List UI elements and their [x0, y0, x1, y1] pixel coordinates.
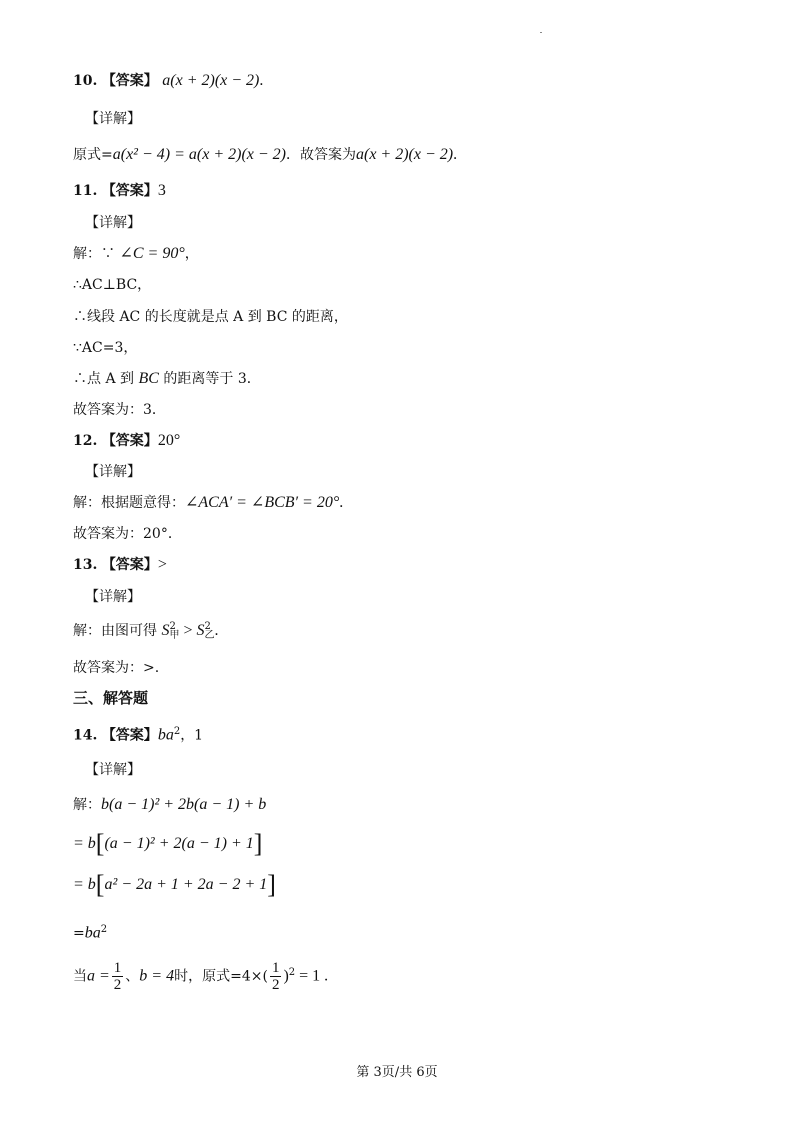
- q13-sub-jia: 甲: [169, 630, 180, 641]
- q10-prefix: 原式=: [73, 147, 113, 163]
- q13-answer-tag: 【答案】: [101, 557, 158, 573]
- q14-answer-rest: ，1: [180, 727, 204, 744]
- q14-l5-sq: 2: [288, 967, 296, 978]
- q11-l5-bc: BC: [138, 370, 159, 387]
- q11-l5-post: 的距离等于 3．: [163, 371, 261, 387]
- q14-l4-expr: ba: [84, 924, 101, 942]
- q13-sub-yi: 乙: [204, 630, 215, 641]
- q14-l4-pre: =: [73, 925, 85, 942]
- q14-l5-close: ): [283, 967, 289, 985]
- q10-answer-tag: 【答案】: [101, 73, 158, 89]
- q11-line-3: ∴线段 AC 的长度就是点 A 到 BC 的距离，: [73, 309, 348, 325]
- q14-l2-pre: = b: [73, 835, 96, 852]
- q14-frac-1-num: 1: [113, 960, 122, 977]
- q10-expression: a(x² − 4) = a(x + 2)(x − 2): [112, 146, 286, 163]
- section-heading: 三、解答题: [73, 689, 149, 707]
- q14-l3-pre: = b: [73, 876, 96, 893]
- q14-line-3: = b[a² − 2a + 1 + 2a − 2 + 1]: [73, 870, 276, 899]
- q14-detail-tag: 【详解】: [85, 762, 141, 778]
- q14-answer: ba: [157, 726, 174, 744]
- q11-detail-tag: 【详解】: [85, 215, 141, 231]
- q11-line-1: 解：∵ ∠C = 90°，: [73, 245, 199, 262]
- q12-detail-tag: 【详解】: [85, 464, 141, 480]
- scan-dot: [540, 32, 542, 33]
- q10-answer: a(x + 2)(x − 2): [162, 72, 260, 89]
- q11-number: 11.: [73, 183, 98, 199]
- q12-answer-tag: 【答案】: [101, 433, 158, 449]
- q14-l4-sup: 2: [100, 924, 108, 935]
- q14-l5-a: a =: [87, 967, 110, 985]
- q12-number: 12.: [73, 433, 98, 449]
- q11-l5-pre: ∴点 A 到: [73, 371, 135, 387]
- q14-l3-inner: a² − 2a + 1 + 2a − 2 + 1: [104, 876, 268, 893]
- q14-frac-2-num: 1: [271, 960, 280, 977]
- q11-line-2: ∴AC⊥BC，: [73, 277, 152, 293]
- q12-answer-line: [73, 431, 180, 451]
- q13-sup1: 2: [169, 621, 176, 632]
- q14-l5-end: = 1 .: [295, 967, 329, 985]
- q14-l5-b: b = 4: [139, 967, 175, 985]
- q14-frac-1: [112, 960, 124, 993]
- q14-line-1: [73, 795, 266, 815]
- q13-s2: S: [196, 622, 205, 639]
- q13-line-1: 解：由图可得 S 2 甲 > S 2 乙 .: [73, 621, 219, 641]
- q12-line-2: 故答案为：20°．: [73, 526, 182, 542]
- q13-answer: >: [157, 556, 167, 573]
- q13-answer-line: [73, 555, 167, 575]
- q14-answer-tag: 【答案】: [101, 727, 158, 744]
- q11-l1-pre: 解：∵: [73, 246, 115, 262]
- q14-frac-2: [270, 960, 282, 993]
- q13-detail-tag: 【详解】: [85, 589, 141, 605]
- q11-line-4: ∵AC=3，: [73, 340, 138, 356]
- q13-sup2: 2: [204, 621, 211, 632]
- q13-gt: >: [179, 622, 197, 639]
- q14-l1-pre: 解：: [73, 797, 101, 813]
- q13-l1-pre: 解：由图可得: [73, 623, 157, 639]
- q11-answer-line: [73, 181, 166, 201]
- q14-frac-2-den: 2: [271, 977, 280, 994]
- q11-answer: 3: [157, 182, 166, 199]
- q14-frac-1-den: 2: [113, 977, 122, 994]
- q14-l5-when: 时，原式=4×(: [174, 968, 268, 985]
- q10-suffix: ．故答案为: [286, 147, 356, 163]
- q14-number: 14.: [73, 727, 98, 744]
- page-footer: 第 3页/共 6页: [356, 1065, 438, 1080]
- q14-line-2: = b[(a − 1)² + 2(a − 1) + 1]: [73, 829, 263, 858]
- q14-answer-sup: 2: [173, 726, 181, 737]
- q14-l5-pre: 当: [73, 968, 87, 985]
- q12-answer: 20°: [157, 432, 181, 449]
- q14-l5-mid: 、: [125, 968, 140, 985]
- q13-number: 13.: [73, 557, 98, 573]
- q14-line-4: [73, 920, 107, 944]
- q12-l1-pre: 解：根据题意得：: [73, 495, 185, 511]
- q10-number: 10.: [73, 73, 98, 89]
- q13-line-2: 故答案为：>.: [73, 660, 160, 676]
- q10-final: a(x + 2)(x − 2): [356, 146, 454, 163]
- q11-angle: ∠C = 90°: [119, 245, 185, 262]
- q11-line-6: 故答案为：3．: [73, 402, 166, 418]
- q13-s1: S: [161, 622, 170, 639]
- q12-line-1: 解：根据题意得：∠ACA′ = ∠BCB′ = 20°.: [73, 494, 344, 511]
- q11-answer-tag: 【答案】: [101, 183, 158, 199]
- q10-detail-tag: 【详解】: [85, 111, 141, 127]
- q10-answer-line: 10. 【答案】 a(x + 2)(x − 2).: [73, 72, 264, 89]
- q14-l2-inner: (a − 1)² + 2(a − 1) + 1: [104, 835, 254, 852]
- q14-line-5: [73, 956, 328, 994]
- q12-angles: ∠ACA′ = ∠BCB′ = 20°: [185, 494, 340, 511]
- q10-solution-line: 原式=a(x² − 4) = a(x + 2)(x − 2)．故答案为a(x + 2)(x − 2).: [73, 146, 458, 163]
- q14-answer-line: [73, 722, 203, 746]
- q14-l1-expr: b(a − 1)² + 2b(a − 1) + b: [101, 796, 267, 813]
- q11-line-5: [73, 369, 261, 389]
